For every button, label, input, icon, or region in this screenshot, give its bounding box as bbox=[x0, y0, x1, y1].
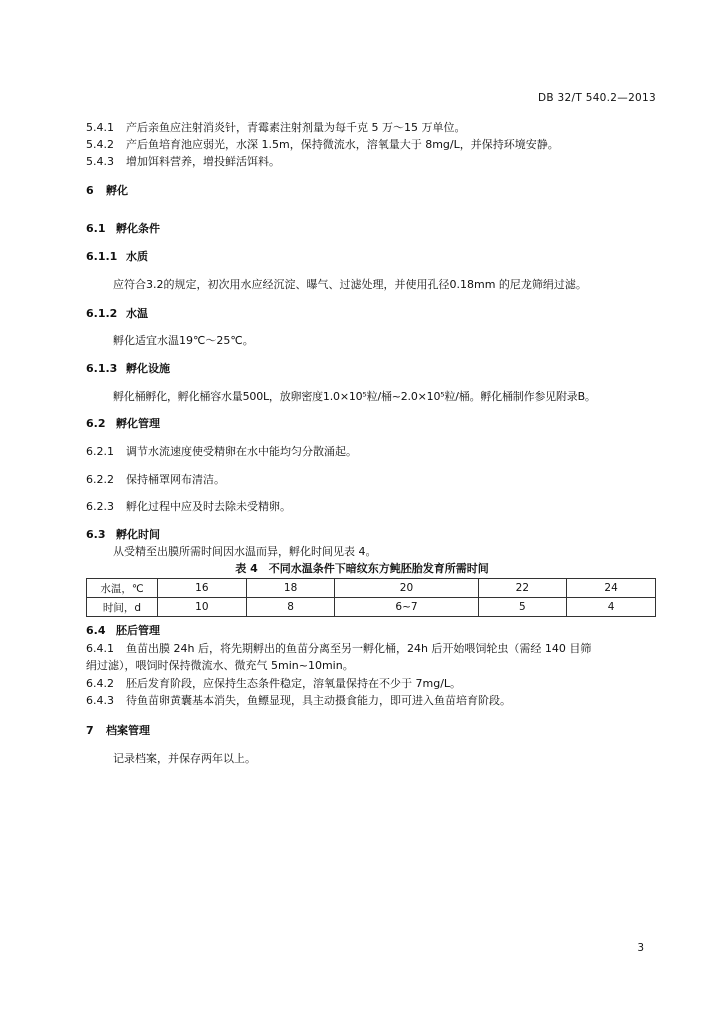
clause-number: 6.4.2 bbox=[86, 677, 114, 690]
table-cell: 10 bbox=[158, 598, 247, 617]
section-title: 档案管理 bbox=[106, 724, 150, 737]
section-6-1-3-body: 孵化桶孵化，孵化桶容水量500L，放卵密度1.0×10⁵粒/桶~2.0×10⁵粒/桶。孵化桶制作参见附录B。 bbox=[113, 390, 596, 403]
section-7-body: 记录档案，并保存两年以上。 bbox=[113, 752, 256, 765]
table-cell: 5 bbox=[478, 598, 567, 617]
section-6-3-body: 从受精至出膜所需时间因水温而异，孵化时间见表 4。 bbox=[113, 545, 377, 558]
table-cell: 4 bbox=[567, 598, 656, 617]
section-title: 孵化时间 bbox=[116, 528, 160, 541]
clause-text: 产后鱼培育池应弱光，水深 1.5m，保持微流水，溶氧量大于 8mg/L，并保持环境安静。 bbox=[126, 138, 559, 151]
clause-text: 调节水流速度使受精卵在水中能均匀分散涌起。 bbox=[126, 445, 357, 458]
section-title: 孵化管理 bbox=[116, 417, 160, 430]
table-cell: 24 bbox=[567, 579, 656, 598]
section-number: 6.3 bbox=[86, 528, 106, 541]
table-4-caption: 表 4 不同水温条件下暗纹东方鲀胚胎发育所需时间 bbox=[235, 562, 489, 575]
clause-number: 5.4.3 bbox=[86, 155, 114, 168]
clause-5-4-2 bbox=[86, 138, 559, 152]
section-number: 6.1.2 bbox=[86, 307, 118, 320]
table-row bbox=[87, 579, 656, 598]
section-6-heading bbox=[86, 184, 128, 198]
table-row-label: 时间，d bbox=[87, 598, 158, 617]
clause-6-2-1 bbox=[86, 445, 357, 459]
clause-5-4-1 bbox=[86, 121, 465, 135]
section-number: 6.4 bbox=[86, 624, 106, 637]
table-cell: 16 bbox=[158, 579, 247, 598]
standard-code-header: DB 32/T 540.2—2013 bbox=[538, 92, 656, 104]
section-6-4-heading bbox=[86, 624, 160, 638]
clause-number: 6.4.1 bbox=[86, 642, 114, 655]
table-row bbox=[87, 598, 656, 617]
section-title: 孵化设施 bbox=[126, 362, 170, 375]
section-title: 水质 bbox=[126, 250, 148, 263]
clause-text: 鱼苗出膜 24h 后，将先期孵出的鱼苗分离至另一孵化桶，24h 后开始喂饲轮虫（需经 140 目筛 bbox=[126, 642, 592, 655]
table-cell: 18 bbox=[246, 579, 335, 598]
section-title: 胚后管理 bbox=[116, 624, 160, 637]
section-number: 6.1 bbox=[86, 222, 106, 235]
clause-number: 6.2.2 bbox=[86, 473, 114, 486]
clause-number: 6.4.3 bbox=[86, 694, 114, 707]
section-6-2-heading bbox=[86, 417, 160, 431]
clause-text: 产后亲鱼应注射消炎针，青霉素注射剂量为每千克 5 万～15 万单位。 bbox=[126, 121, 466, 134]
section-6-1-2-body: 孵化适宜水温19℃～25℃。 bbox=[113, 334, 254, 347]
clause-6-4-3 bbox=[86, 694, 511, 708]
clause-text: 增加饵料营养，增投鲜活饵料。 bbox=[126, 155, 280, 168]
table-cell: 6~7 bbox=[335, 598, 478, 617]
section-number: 6.1.3 bbox=[86, 362, 118, 375]
section-6-3-heading bbox=[86, 528, 160, 542]
clause-text: 保持桶罩网布清洁。 bbox=[126, 473, 225, 486]
section-number: 6 bbox=[86, 184, 94, 197]
clause-text: 待鱼苗卵黄囊基本消失，鱼鳔显现，具主动摄食能力，即可进入鱼苗培育阶段。 bbox=[126, 694, 511, 707]
section-number: 6.1.1 bbox=[86, 250, 118, 263]
clause-number: 5.4.2 bbox=[86, 138, 114, 151]
table-cell: 20 bbox=[335, 579, 478, 598]
table-cell: 22 bbox=[478, 579, 567, 598]
clause-5-4-3 bbox=[86, 155, 280, 169]
clause-6-4-1-continued: 绢过滤），喂饲时保持微流水、微充气 5min~10min。 bbox=[86, 659, 354, 672]
table-cell: 8 bbox=[246, 598, 335, 617]
clause-text: 孵化过程中应及时去除未受精卵。 bbox=[126, 500, 291, 513]
clause-number: 6.2.1 bbox=[86, 445, 114, 458]
section-title: 孵化条件 bbox=[116, 222, 160, 235]
section-6-1-3-heading bbox=[86, 362, 170, 376]
section-title: 水温 bbox=[126, 307, 148, 320]
clause-number: 5.4.1 bbox=[86, 121, 114, 134]
clause-6-4-1 bbox=[86, 642, 591, 656]
clause-6-4-2 bbox=[86, 677, 461, 691]
section-title: 孵化 bbox=[106, 184, 128, 197]
section-number: 6.2 bbox=[86, 417, 106, 430]
clause-6-2-2 bbox=[86, 473, 225, 487]
section-6-1-2-heading bbox=[86, 307, 148, 321]
section-6-1-1-body: 应符合3.2的规定，初次用水应经沉淀、曝气、过滤处理，并使用孔径0.18mm 的尼龙筛绢过滤。 bbox=[113, 278, 587, 291]
table-row-label: 水温，℃ bbox=[87, 579, 158, 598]
section-number: 7 bbox=[86, 724, 94, 737]
table-4 bbox=[86, 578, 656, 617]
section-6-1-1-heading bbox=[86, 250, 148, 264]
section-7-heading bbox=[86, 724, 150, 738]
clause-6-2-3 bbox=[86, 500, 291, 514]
clause-number: 6.2.3 bbox=[86, 500, 114, 513]
section-6-1-heading bbox=[86, 222, 160, 236]
clause-text: 胚后发育阶段，应保持生态条件稳定，溶氧量保持在不少于 7mg/L。 bbox=[126, 677, 462, 690]
page-number: 3 bbox=[637, 942, 644, 954]
